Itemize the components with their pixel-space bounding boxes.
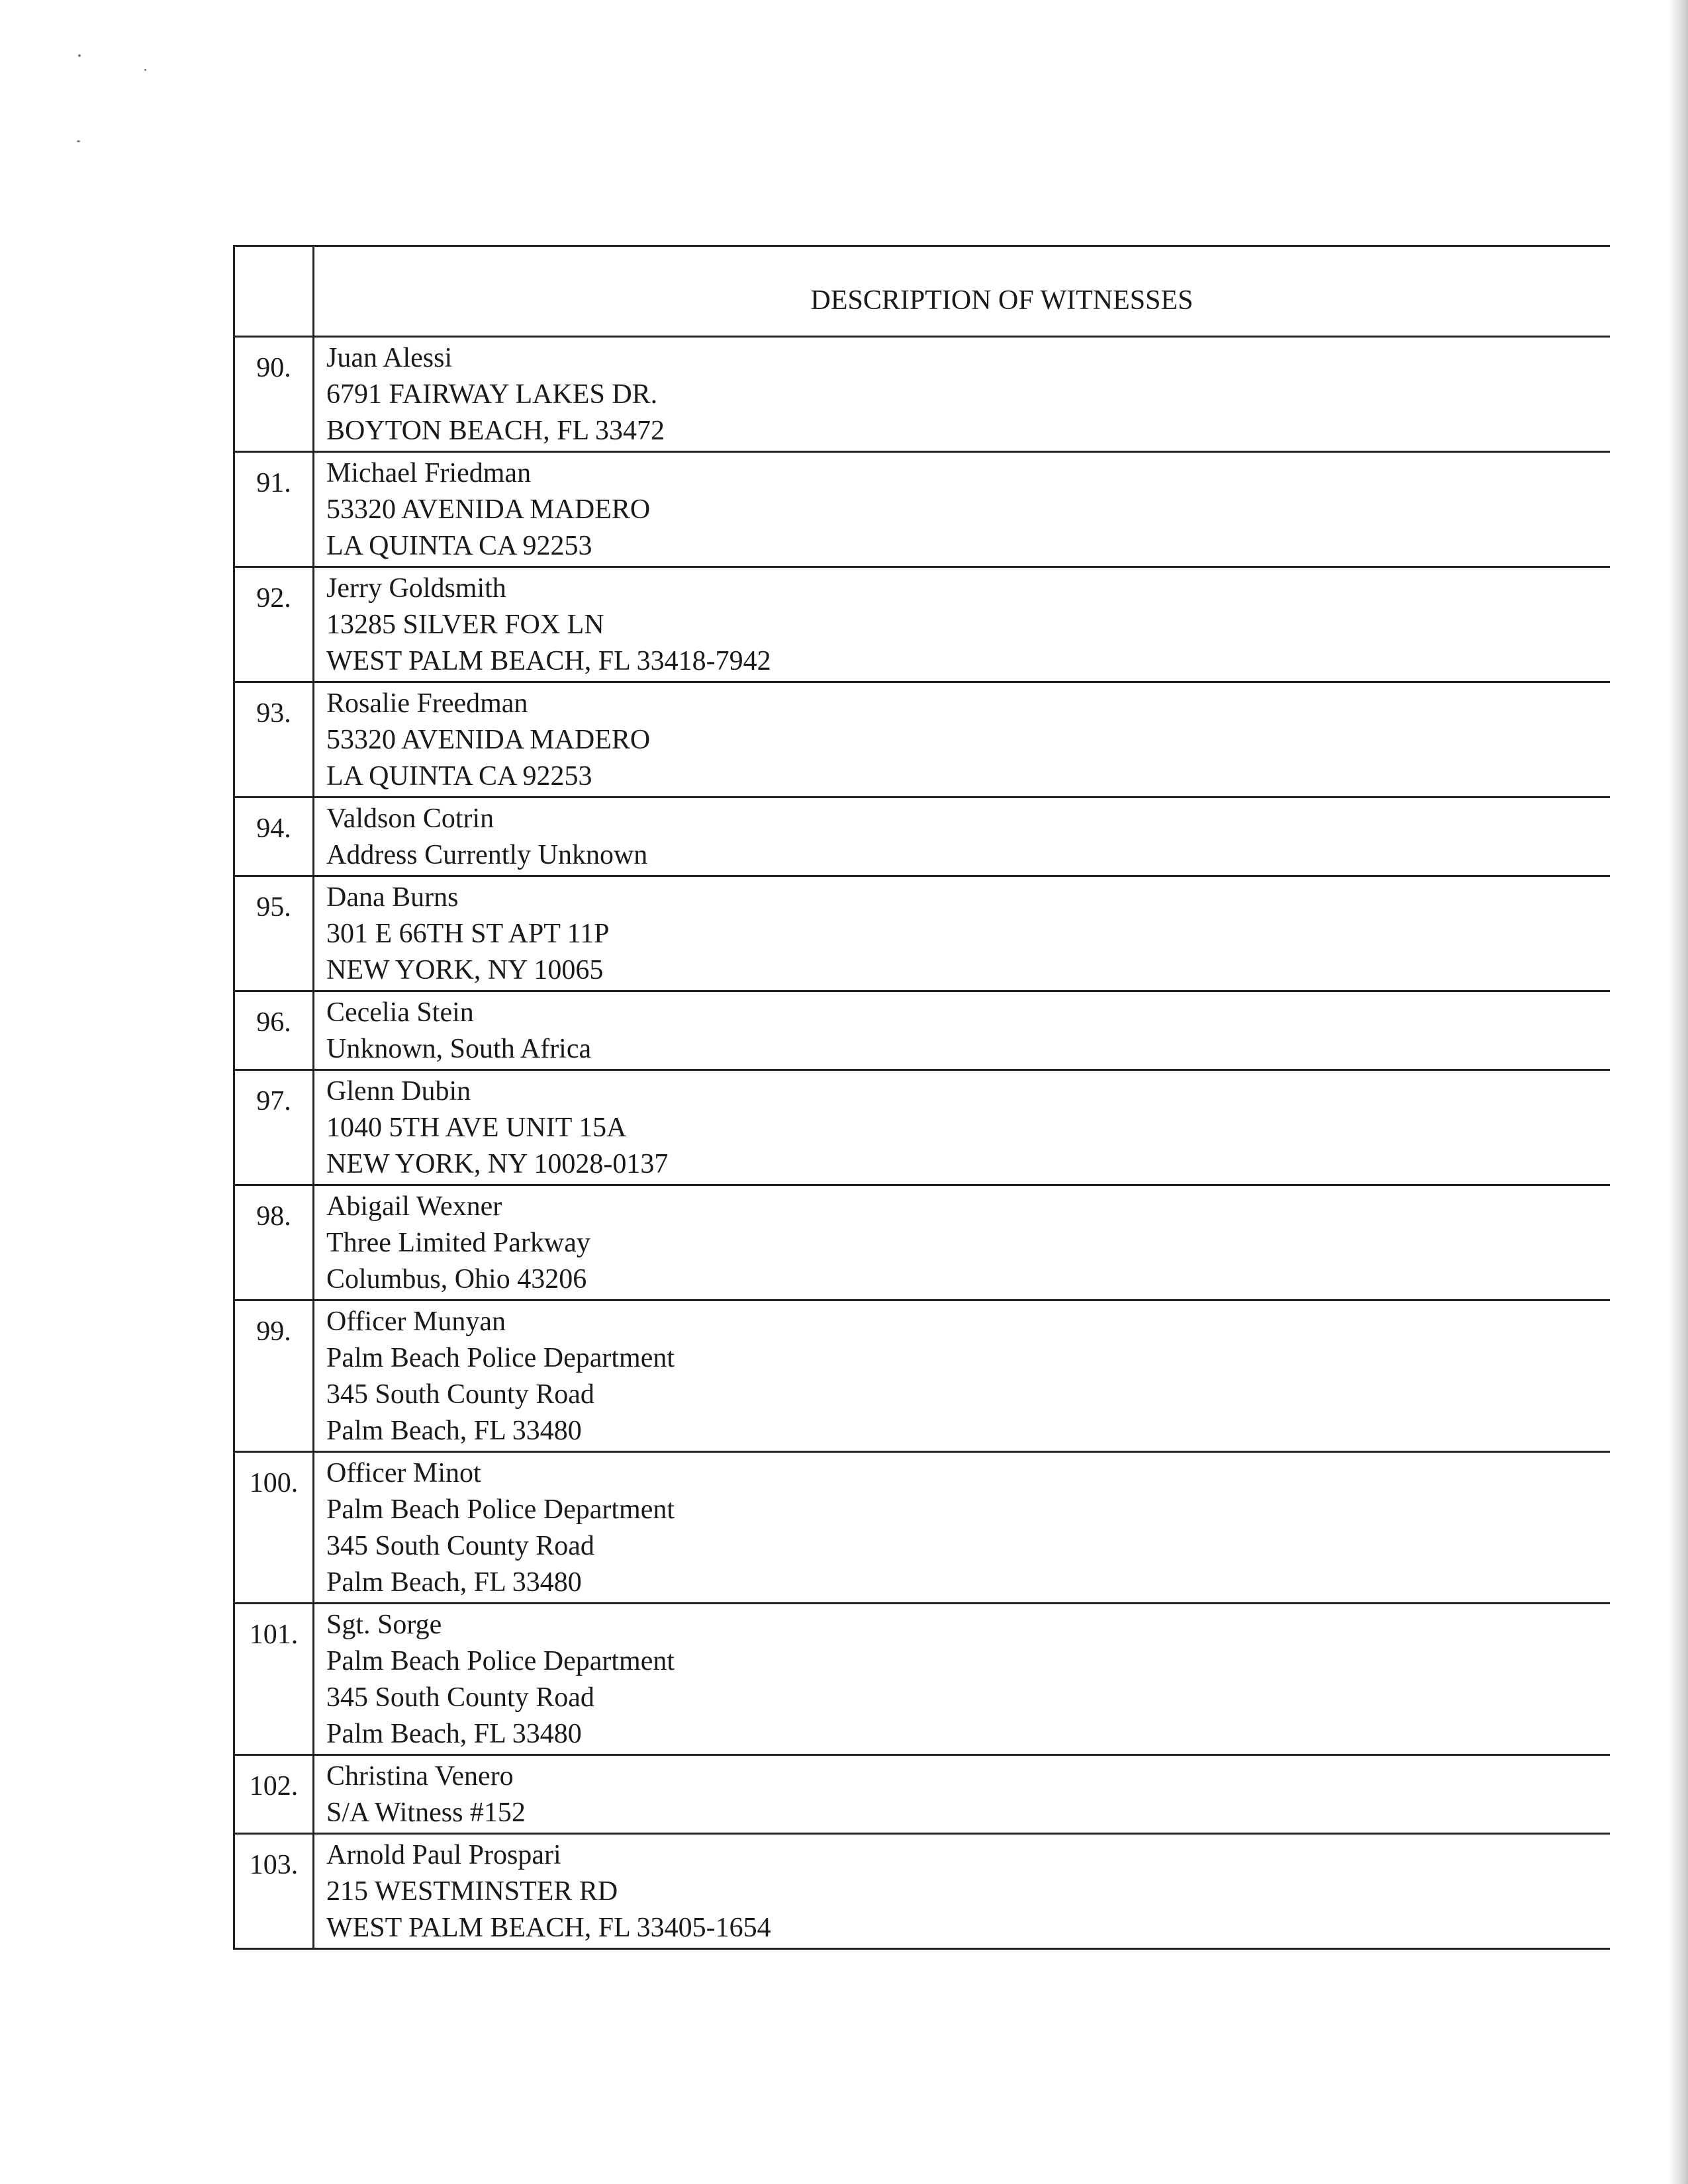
header-description-cell	[314, 246, 1611, 337]
witness-number: 91.	[234, 452, 314, 567]
witness-row	[234, 1070, 1611, 1185]
witness-row	[234, 337, 1611, 452]
witness-address-line: 1040 5TH AVE UNIT 15A	[326, 1113, 627, 1143]
witness-address-line: BOYTON BEACH, FL 33472	[326, 416, 665, 446]
witness-description	[314, 1452, 1611, 1604]
witness-number: 92.	[234, 567, 314, 682]
scan-speck	[77, 140, 80, 142]
witness-number: 90.	[234, 337, 314, 452]
witness-address-line: 301 E 66TH ST APT 11P	[326, 919, 610, 949]
witness-address-line: Palm Beach, FL 33480	[326, 1567, 582, 1598]
witness-name: Officer Munyan	[326, 1306, 506, 1337]
witness-description	[314, 876, 1611, 991]
witness-address-line: 215 WESTMINSTER RD	[326, 1876, 618, 1907]
witness-description	[314, 1070, 1611, 1185]
witness-name: Christina Venero	[326, 1761, 514, 1792]
table-header-row	[234, 246, 1611, 337]
witness-row	[234, 682, 1611, 797]
witness-name: Jerry Goldsmith	[326, 573, 506, 604]
witness-address-line: Palm Beach, FL 33480	[326, 1719, 582, 1749]
witness-description	[314, 797, 1611, 876]
witness-description	[314, 1834, 1611, 1949]
witness-address-line: Palm Beach Police Department	[326, 1646, 675, 1676]
witness-name: Officer Minot	[326, 1458, 481, 1488]
witness-name: Rosalie Freedman	[326, 688, 528, 719]
witness-address-line: S/A Witness #152	[326, 1797, 526, 1828]
witness-address-line: 53320 AVENIDA MADERO	[326, 494, 651, 525]
witness-address-line: NEW YORK, NY 10065	[326, 955, 604, 985]
witness-row	[234, 1300, 1611, 1452]
witness-name: Michael Friedman	[326, 458, 532, 488]
witness-row	[234, 1755, 1611, 1834]
witness-address-line: 345 South County Road	[326, 1379, 594, 1410]
witness-address-line: LA QUINTA CA 92253	[326, 531, 592, 561]
witness-description	[314, 1185, 1611, 1300]
witness-address-line: Address Currently Unknown	[326, 840, 648, 870]
witness-description	[314, 1300, 1611, 1452]
witness-name: Valdson Cotrin	[326, 803, 494, 834]
witness-name: Dana Burns	[326, 882, 459, 913]
table-header-title: DESCRIPTION OF WITNESSES	[810, 285, 1194, 316]
witness-address-line: 345 South County Road	[326, 1531, 594, 1561]
witness-description	[314, 337, 1611, 452]
witness-number: 98.	[234, 1185, 314, 1300]
witness-name: Abigail Wexner	[326, 1191, 502, 1222]
witness-address-line: WEST PALM BEACH, FL 33405-1654	[326, 1913, 771, 1943]
witness-table	[233, 245, 1610, 1950]
witness-number: 101.	[234, 1604, 314, 1755]
witness-row	[234, 1834, 1611, 1949]
witness-row	[234, 452, 1611, 567]
witness-address-line: WEST PALM BEACH, FL 33418-7942	[326, 646, 771, 676]
witness-address-line: LA QUINTA CA 92253	[326, 761, 592, 792]
witness-number: 103.	[234, 1834, 314, 1949]
witness-row	[234, 1604, 1611, 1755]
witness-address-line: 6791 FAIRWAY LAKES DR.	[326, 379, 658, 410]
witness-row	[234, 876, 1611, 991]
witness-address-line: Columbus, Ohio 43206	[326, 1264, 587, 1295]
witness-number: 93.	[234, 682, 314, 797]
header-number-cell	[234, 246, 314, 337]
witness-description	[314, 682, 1611, 797]
witness-description	[314, 1604, 1611, 1755]
witness-address-line: NEW YORK, NY 10028-0137	[326, 1149, 669, 1179]
witness-address-line: Three Limited Parkway	[326, 1228, 590, 1258]
witness-address-line: Palm Beach, FL 33480	[326, 1416, 582, 1446]
witness-description	[314, 991, 1611, 1070]
witness-address-line: Palm Beach Police Department	[326, 1343, 675, 1373]
witness-row	[234, 1452, 1611, 1604]
witness-description	[314, 567, 1611, 682]
witness-address-line: 13285 SILVER FOX LN	[326, 610, 604, 640]
witness-row	[234, 567, 1611, 682]
witness-name: Cecelia Stein	[326, 997, 474, 1028]
witness-row	[234, 797, 1611, 876]
witness-number: 96.	[234, 991, 314, 1070]
witness-address-line: 345 South County Road	[326, 1682, 594, 1713]
scan-speck	[144, 69, 146, 71]
witness-row	[234, 991, 1611, 1070]
witness-number: 99.	[234, 1300, 314, 1452]
witness-address-line: Unknown, South Africa	[326, 1034, 592, 1064]
witness-address-line: Palm Beach Police Department	[326, 1494, 675, 1525]
witness-number: 95.	[234, 876, 314, 991]
witness-row	[234, 1185, 1611, 1300]
witness-name: Glenn Dubin	[326, 1076, 471, 1107]
witness-number: 102.	[234, 1755, 314, 1834]
witness-name: Sgt. Sorge	[326, 1610, 442, 1640]
witness-name: Juan Alessi	[326, 343, 453, 373]
scan-edge	[1668, 0, 1688, 2184]
witness-number: 97.	[234, 1070, 314, 1185]
witness-description	[314, 1755, 1611, 1834]
scan-speck	[78, 54, 81, 57]
witness-address-line: 53320 AVENIDA MADERO	[326, 725, 651, 755]
witness-number: 100.	[234, 1452, 314, 1604]
witness-number: 94.	[234, 797, 314, 876]
witness-name: Arnold Paul Prospari	[326, 1840, 561, 1870]
witness-description	[314, 452, 1611, 567]
